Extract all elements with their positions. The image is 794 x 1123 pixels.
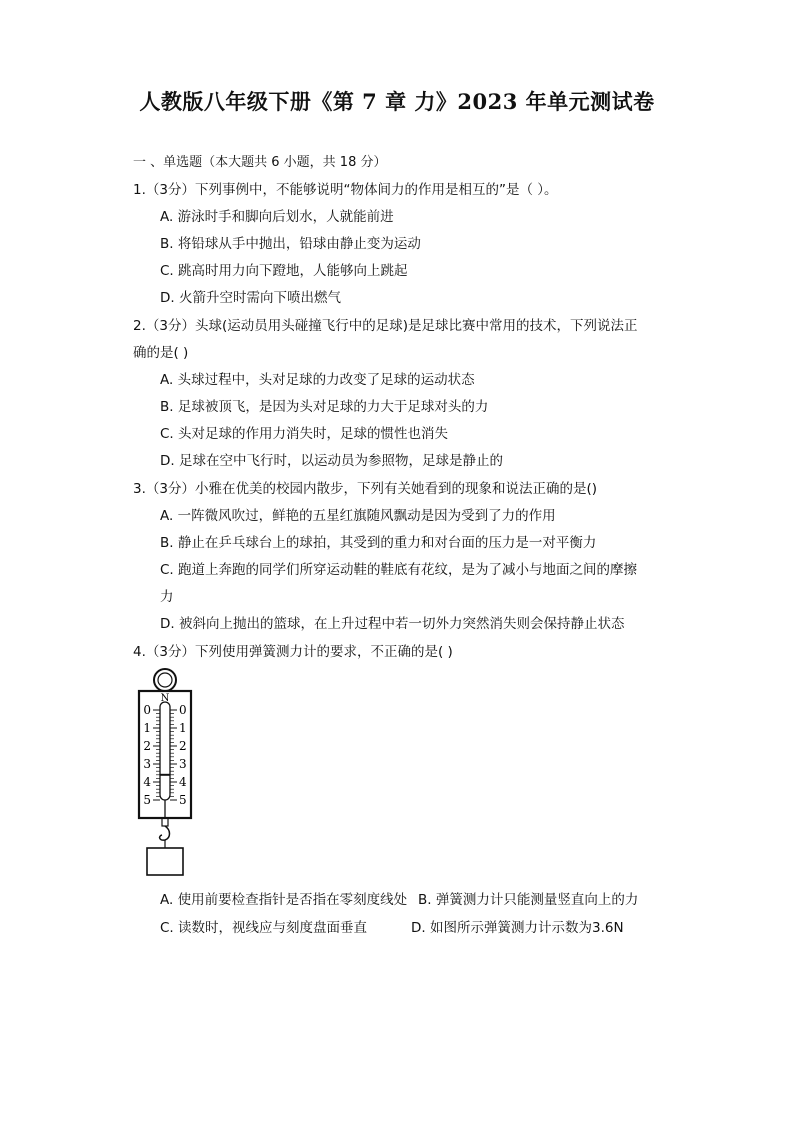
question-1-option-d: D. 火箭升空时需向下喷出燃气: [160, 290, 341, 306]
hanging-ring-inner: [158, 673, 172, 687]
weight-block: [147, 848, 183, 875]
left-tick-label-0: 0: [143, 703, 151, 717]
question-1-stem: 1.（3分）下列事例中，不能够说明“物体间力的作用是相互的”是（ ）。: [133, 182, 558, 198]
right-tick-label-0: 0: [179, 703, 187, 717]
question-3-option-b: B. 静止在乒乓球台上的球拍，其受到的重力和对台面的压力是一对平衡力: [160, 535, 597, 551]
spring-scale-figure: [135, 668, 205, 880]
right-tick-label-4: 4: [179, 775, 187, 789]
left-tick-label-2: 2: [143, 739, 151, 753]
question-1-option-a: A. 游泳时手和脚向后划水，人就能前进: [160, 209, 394, 225]
question-2-option-c: C. 头对足球的作用力消失时，足球的惯性也消失: [160, 426, 449, 442]
page-title: 人教版八年级下册《第 7 章 力》2023 年单元测试卷: [139, 89, 655, 114]
question-4-option-b: B. 弹簧测力计只能测量竖直向上的力: [418, 892, 639, 908]
question-4-option-d: D. 如图所示弹簧测力计示数为3.6N: [411, 920, 624, 936]
left-tick-label-1: 1: [143, 721, 151, 735]
question-1-option-c: C. 跳高时用力向下蹬地，人能够向上跳起: [160, 263, 408, 279]
rod-bottom: [162, 818, 168, 826]
question-4-option-c: C. 读数时，视线应与刻度盘面垂直: [160, 920, 368, 936]
question-3-option-c-continued: 力: [160, 589, 174, 605]
unit-label: N: [160, 693, 170, 704]
right-tick-label-3: 3: [179, 757, 187, 771]
question-2-stem-line2: 确的是( ): [133, 345, 189, 361]
question-3-option-c: C. 跑道上奔跑的同学们所穿运动鞋的鞋底有花纹，是为了减小与地面之间的摩擦: [160, 562, 638, 578]
question-4-option-a: A. 使用前要检查指针是否指在零刻度线处: [160, 892, 408, 908]
question-2-option-a: A. 头球过程中，头对足球的力改变了足球的运动状态: [160, 372, 475, 388]
hanging-ring: [154, 669, 176, 691]
spring-tube: [160, 702, 170, 800]
question-2-stem-line1: 2.（3分）头球(运动员用头碰撞飞行中的足球)是足球比赛中常用的技术，下列说法正: [133, 318, 638, 334]
question-3-stem: 3.（3分）小雅在优美的校园内散步，下列有关她看到的现象和说法正确的是(): [133, 481, 598, 497]
section-heading: 一 、单选题（本大题共 6 小题，共 18 分）: [133, 155, 387, 170]
question-1-option-b: B. 将铅球从手中抛出，铅球由静止变为运动: [160, 236, 421, 252]
right-tick-label-2: 2: [179, 739, 187, 753]
left-tick-label-5: 5: [143, 793, 151, 807]
question-4-stem: 4.（3分）下列使用弹簧测力计的要求，不正确的是( ): [133, 644, 453, 660]
right-tick-marks: [170, 710, 177, 800]
question-3-option-d: D. 被斜向上抛出的篮球，在上升过程中若一切外力突然消失则会保持静止状态: [160, 616, 625, 632]
right-tick-label-5: 5: [179, 793, 187, 807]
right-tick-label-1: 1: [179, 721, 187, 735]
question-2-option-d: D. 足球在空中飞行时，以运动员为参照物，足球是静止的: [160, 453, 503, 469]
question-2-option-b: B. 足球被顶飞，是因为头对足球的力大于足球对头的力: [160, 399, 489, 415]
spring-scale-drawing: [135, 668, 205, 880]
hook-icon: [160, 826, 170, 840]
question-3-option-a: A. 一阵微风吹过，鲜艳的五星红旗随风飘动是因为受到了力的作用: [160, 508, 556, 524]
left-tick-marks: [153, 710, 160, 800]
left-tick-label-3: 3: [143, 757, 151, 771]
left-tick-label-4: 4: [143, 775, 151, 789]
